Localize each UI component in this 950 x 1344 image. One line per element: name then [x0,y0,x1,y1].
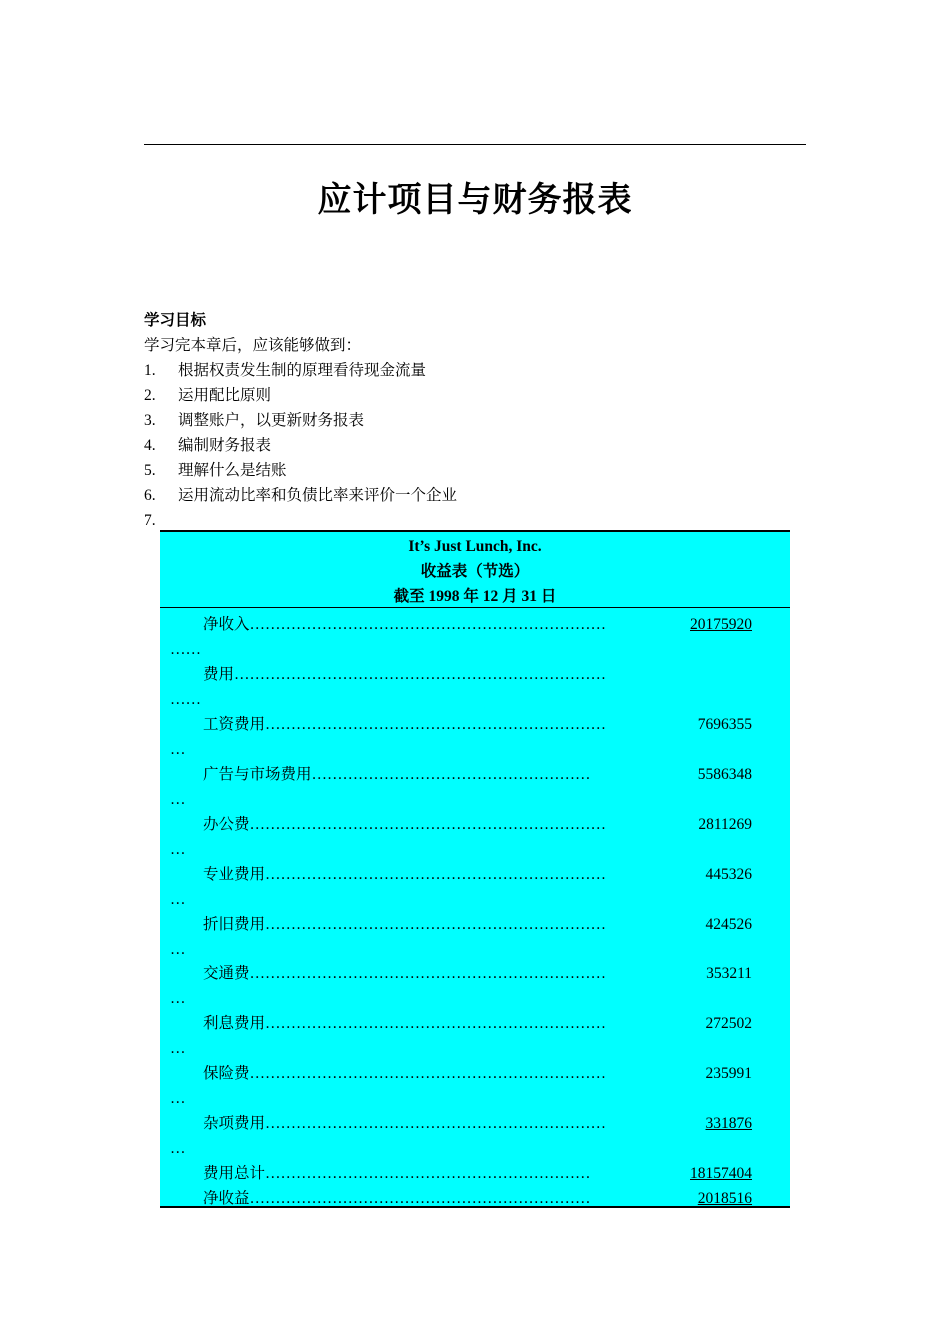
learning-objectives [144,308,806,533]
row-amount: 353211 [706,965,752,982]
row-label-text: 广告与市场费用 [203,766,312,783]
row-label-text: 净收入 [203,616,250,633]
row-amount: 331876 [705,1115,752,1132]
row-label [203,961,633,986]
row-dot-leader: ………………………………………………………… [265,866,607,883]
row-dot-leader: …………………………………………………………… [249,816,607,833]
row-amount: 7696355 [697,716,752,733]
income-statement [160,530,790,1208]
row-dot-leader-continuation: … [170,1040,186,1057]
row-label-text: 保险费 [203,1065,250,1082]
row-label [203,862,633,887]
objective-text: 调整账户，以更新财务报表 [178,412,365,429]
row-amount: 2018516 [697,1190,752,1207]
row-label-text: 杂项费用 [203,1115,266,1132]
row-label-text: 费用总计 [203,1165,266,1182]
statement-name: 收益表（节选） [420,563,530,580]
row-label [203,812,633,837]
objective-number: 2. [144,387,156,404]
row-amount: 445326 [705,866,752,883]
row-dot-leader: ……………………………………………………………… [234,666,607,683]
objective-text: 运用配比原则 [178,387,272,404]
row-label-text: 工资费用 [203,716,266,733]
row-amount: 2811269 [698,816,752,833]
row-label-text: 费用 [203,666,235,683]
row-label-text: 办公费 [203,816,250,833]
row-label-text: 专业费用 [203,866,266,883]
row-dot-leader-continuation: …… [170,691,201,708]
row-dot-leader: …………………………………………………………… [249,616,607,633]
statement-period: 截至 1998 年 12 月 31 日 [393,588,557,605]
row-amount: 20175920 [690,616,752,633]
objective-text: 根据权责发生制的原理看待现金流量 [178,362,427,379]
row-amount: 18157404 [690,1165,752,1182]
row-label [203,612,633,637]
row-label [203,1161,633,1186]
document-title: 应计项目与财务报表 [317,182,633,219]
row-dot-leader-continuation: …… [170,641,201,658]
row-dot-leader: ………………………………………………………… [249,1190,591,1207]
statement-header [160,532,790,608]
row-dot-leader-continuation: … [170,1140,186,1157]
row-dot-leader-continuation: … [170,791,186,808]
objective-text: 编制财务报表 [178,437,272,454]
row-label [203,1011,633,1036]
row-dot-leader: …………………………………………………………… [249,965,607,982]
top-horizontal-rule [144,144,806,145]
objective-item [144,383,806,408]
row-dot-leader-continuation: … [170,990,186,1007]
row-label [203,1186,633,1211]
row-dot-leader: ………………………………………………………… [265,1015,607,1032]
row-amount: 272502 [705,1015,752,1032]
objective-item [144,483,806,508]
row-dot-leader-continuation: … [170,841,186,858]
row-label [203,1111,633,1136]
objective-number: 7. [144,512,156,529]
row-dot-leader-continuation: … [170,941,186,958]
objective-number: 6. [144,487,156,504]
objective-number: 3. [144,412,156,429]
objectives-heading: 学习目标 [144,312,207,329]
objective-text: 运用流动比率和负债比率来评价一个企业 [178,487,458,504]
row-label [203,1061,633,1086]
objectives-intro: 学习完本章后，应该能够做到： [144,337,362,354]
objective-text: 理解什么是结账 [178,462,287,479]
objective-item [144,433,806,458]
row-label-text: 利息费用 [203,1015,266,1032]
row-amount: 424526 [705,916,752,933]
objective-number: 1. [144,362,156,379]
row-dot-leader: …………………………………………………………… [249,1065,607,1082]
row-dot-leader: ………………………………………………………… [265,1115,607,1132]
objectives-list [144,358,806,533]
row-dot-leader: ………………………………………………………… [265,916,607,933]
objective-item [144,458,806,483]
row-label-text: 交通费 [203,965,250,982]
row-dot-leader-continuation: … [170,891,186,908]
row-dot-leader: ………………………………………………………… [265,716,607,733]
row-label [203,662,633,687]
objective-number: 5. [144,462,156,479]
row-label-text: 折旧费用 [203,916,266,933]
row-label-text: 净收益 [203,1190,250,1207]
objective-item [144,408,806,433]
row-dot-leader: ……………………………………………………… [265,1165,591,1182]
row-dot-leader-continuation: … [170,1090,186,1107]
row-label [203,762,633,787]
objective-number: 4. [144,437,156,454]
row-dot-leader: ……………………………………………… [311,766,591,783]
objective-item [144,358,806,383]
company-name: It’s Just Lunch, Inc. [408,538,542,555]
row-dot-leader-continuation: … [170,741,186,758]
row-amount: 5586348 [697,766,752,783]
row-label [203,712,633,737]
row-label [203,912,633,937]
row-amount: 235991 [705,1065,752,1082]
